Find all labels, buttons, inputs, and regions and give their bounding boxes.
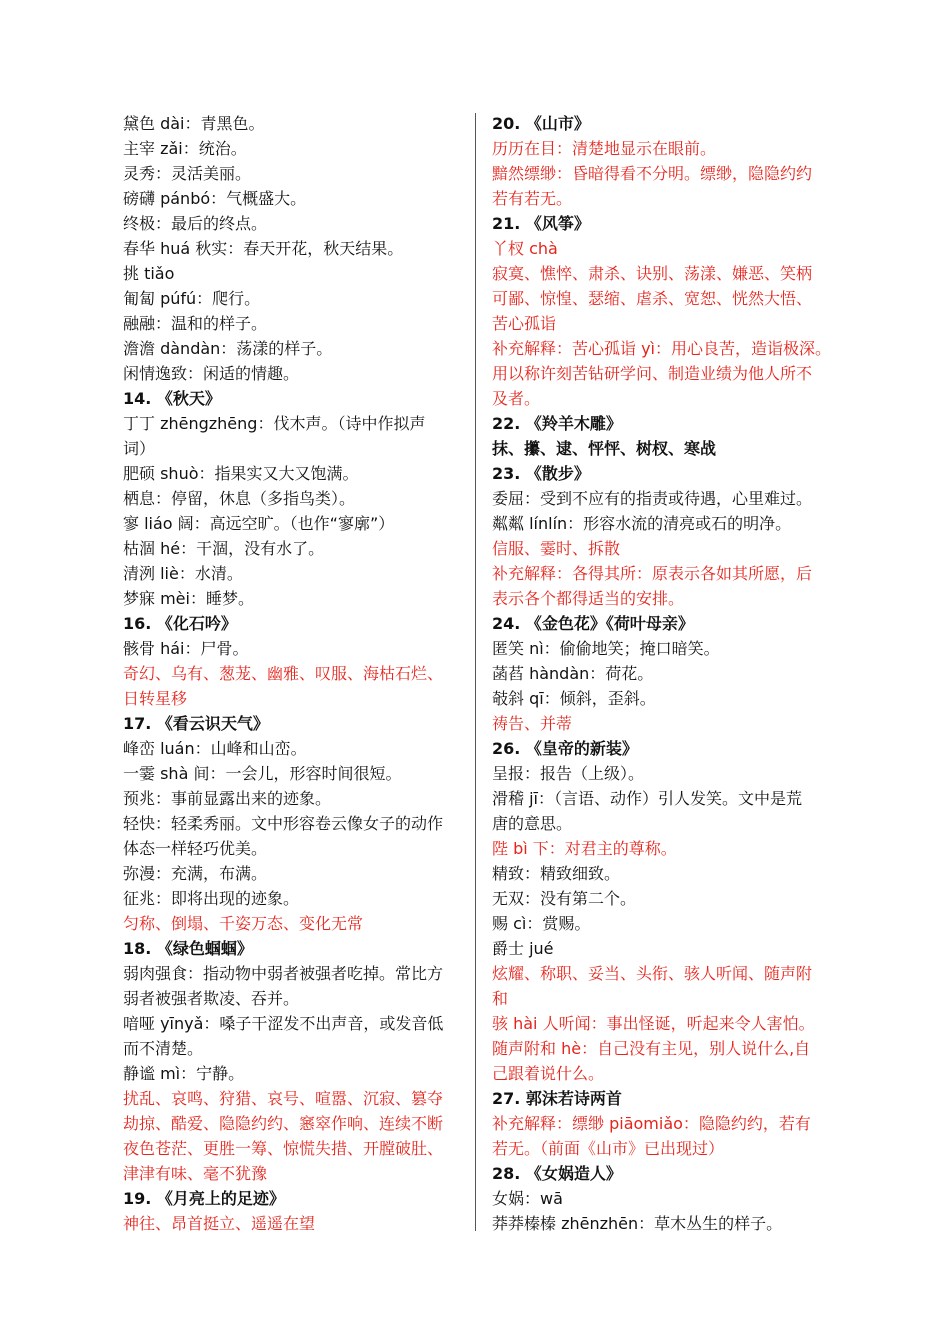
text-line: 匀称、倒塌、千姿万态、变化无常 xyxy=(123,914,364,933)
text-line: 骇 hài 人听闻：事出怪诞，听起来令人害怕。 xyxy=(492,1014,815,1033)
text-line: 夜色苍茫、更胜一筹、惊慌失措、开膛破肚、 xyxy=(123,1139,444,1158)
section-heading: 19. 《月亮上的足迹》 xyxy=(123,1189,285,1208)
text-line: 丫杈 chà xyxy=(492,239,558,258)
text-line: 挑 tiǎo xyxy=(123,264,175,283)
text-line: 炫耀、称职、妥当、头衔、骇人听闻、随声附 xyxy=(492,964,813,983)
text-line: 呈报：报告（上级）。 xyxy=(492,764,645,783)
text-line: 灵秀：灵活美丽。 xyxy=(123,164,252,183)
text-line: 用以称许刻苦钻研学问、制造业绩为他人所不 xyxy=(492,364,813,383)
text-line: 津津有味、毫不犹豫 xyxy=(123,1164,268,1183)
text-line: 赐 cì：赏赐。 xyxy=(492,914,591,933)
text-line: 补充解释：苦心孤诣 yì：用心良苦，造诣极深。 xyxy=(492,339,832,358)
text-line: 精致：精致细致。 xyxy=(492,864,621,883)
section-heading: 14. 《秋天》 xyxy=(123,389,221,408)
section-heading: 17. 《看云识天气》 xyxy=(123,714,269,733)
text-line: 而不清楚。 xyxy=(123,1039,204,1058)
text-line: 历历在目：清楚地显示在眼前。 xyxy=(492,139,717,158)
text-line: 菡萏 hàndàn：荷花。 xyxy=(492,664,654,683)
text-line: 寂寞、憔悴、肃杀、诀别、荡漾、嫌恶、笑柄 xyxy=(492,264,813,283)
text-line: 匍匐 púfú：爬行。 xyxy=(123,289,261,308)
text-line: 弥漫：充满，布满。 xyxy=(123,864,268,883)
text-line: 扰乱、哀鸣、狩猎、哀号、喧嚣、沉寂、篡夺 xyxy=(123,1089,444,1108)
text-line: 清洌 liè：水清。 xyxy=(123,564,243,583)
text-line: 信服、霎时、拆散 xyxy=(492,539,621,558)
text-line: 女娲：wā xyxy=(492,1189,563,1208)
text-line: 补充解释：各得其所：原表示各如其所愿，后 xyxy=(492,564,813,583)
text-line: 弱肉强食：指动物中弱者被强者吃掉。常比方 xyxy=(123,964,444,983)
text-line: 日转星移 xyxy=(123,689,188,708)
text-line: 轻快：轻柔秀丽。文中形容卷云像女子的动作 xyxy=(123,814,444,833)
section-heading: 24. 《金色花》《荷叶母亲》 xyxy=(492,614,694,633)
section-heading: 28. 《女娲造人》 xyxy=(492,1164,622,1183)
section-heading: 21. 《风筝》 xyxy=(492,214,590,233)
text-line: 一霎 shà 间：一会儿，形容时间很短。 xyxy=(123,764,402,783)
text-line: 攲斜 qī：倾斜，歪斜。 xyxy=(492,689,656,708)
text-line: 若无。（前面《山市》已出现过） xyxy=(492,1139,725,1158)
text-line: 表示各个都得适当的安排。 xyxy=(492,589,685,608)
text-line: 体态一样轻巧优美。 xyxy=(123,839,268,858)
text-line: 征兆：即将出现的迹象。 xyxy=(123,889,300,908)
text-line: 春华 huá 秋实：春天开花，秋天结果。 xyxy=(123,239,404,258)
text-line: 词） xyxy=(123,439,156,458)
text-line: 可鄙、惊惶、瑟缩、虐杀、宽恕、恍然大悟、 xyxy=(492,289,813,308)
text-line: 澹澹 dàndàn：荡漾的样子。 xyxy=(123,339,333,358)
text-line: 若有若无。 xyxy=(492,189,573,208)
text-line: 丁丁 zhēngzhēng：伐木声。（诗中作拟声 xyxy=(123,414,426,433)
text-line: 补充解释：缥缈 piāomiǎo：隐隐约约，若有 xyxy=(492,1114,811,1133)
text-line: 委屈：受到不应有的指责或待遇，心里难过。 xyxy=(492,489,813,508)
text-line: 峰峦 luán：山峰和山峦。 xyxy=(123,739,307,758)
section-heading: 16. 《化石吟》 xyxy=(123,614,237,633)
text-line: 莽莽榛榛 zhēnzhēn：草木丛生的样子。 xyxy=(492,1214,783,1233)
text-line: 预兆：事前显露出来的迹象。 xyxy=(123,789,332,808)
text-line: 寥 liáo 阔：高远空旷。（也作“寥廓”） xyxy=(123,514,395,533)
text-line: 黯然缥缈：昏暗得看不分明。缥缈，隐隐约约 xyxy=(492,164,813,183)
text-line: 静谧 mì：宁静。 xyxy=(123,1064,245,1083)
text-line: 匿笑 nì：偷偷地笑；掩口暗笑。 xyxy=(492,639,720,658)
text-line: 融融：温和的样子。 xyxy=(123,314,268,333)
text-line: 磅礴 pánbó：气概盛大。 xyxy=(123,189,307,208)
section-heading: 26. 《皇帝的新装》 xyxy=(492,739,638,758)
text-line: 苦心孤诣 xyxy=(492,314,557,333)
text-line: 闲情逸致：闲适的情趣。 xyxy=(123,364,300,383)
text-line: 陛 bì 下：对君主的尊称。 xyxy=(492,839,677,858)
text-line: 栖息：停留，休息（多指鸟类）。 xyxy=(123,489,356,508)
text-line: 黛色 dài：青黑色。 xyxy=(123,114,265,133)
text-line: 主宰 zǎi：统治。 xyxy=(123,139,247,158)
section-heading: 20. 《山市》 xyxy=(492,114,590,133)
text-line: 枯涸 hé：干涸，没有水了。 xyxy=(123,539,325,558)
text-line: 滑稽 jī：（言语、动作）引人发笑。文中是荒 xyxy=(492,789,802,808)
text-line: 骸骨 hái：尸骨。 xyxy=(123,639,249,658)
text-line: 喑哑 yīnyǎ：嗓子干涩发不出声音，或发音低 xyxy=(123,1014,444,1033)
text-line: 唐的意思。 xyxy=(492,814,573,833)
text-line: 随声附和 hè：自己没有主见，别人说什么,自 xyxy=(492,1039,811,1058)
section-heading: 23. 《散步》 xyxy=(492,464,590,483)
text-line: 奇幻、乌有、葱茏、幽雅、叹服、海枯石烂、 xyxy=(123,664,444,683)
text-line: 爵士 jué xyxy=(492,939,554,958)
section-heading: 18. 《绿色蝈蝈》 xyxy=(123,939,253,958)
text-line: 神往、昂首挺立、遥遥在望 xyxy=(123,1214,316,1233)
text-line: 肥硕 shuò：指果实又大又饱满。 xyxy=(123,464,359,483)
column-divider xyxy=(475,113,476,1231)
left-column xyxy=(123,111,463,1236)
text-line: 终极：最后的终点。 xyxy=(123,214,268,233)
text-line: 梦寐 mèi：睡梦。 xyxy=(123,589,254,608)
text-line: 己跟着说什么。 xyxy=(492,1064,605,1083)
text-line: 弱者被强者欺凌、吞并。 xyxy=(123,989,300,1008)
text-line: 和 xyxy=(492,989,509,1008)
text-line: 及者。 xyxy=(492,389,541,408)
text-line: 劫掠、酷爱、隐隐约约、窸窣作响、连续不断 xyxy=(123,1114,444,1133)
section-heading: 27. 郭沫若诗两首 xyxy=(492,1089,622,1108)
text-line: 无双：没有第二个。 xyxy=(492,889,637,908)
text-line: 粼粼 línlín：形容水流的清亮或石的明净。 xyxy=(492,514,792,533)
text-line: 祷告、并蒂 xyxy=(492,714,573,733)
right-column xyxy=(492,111,838,1236)
section-heading: 22. 《羚羊木雕》 xyxy=(492,414,622,433)
section-heading: 抹、攥、逮、怦怦、树杈、寒战 xyxy=(492,439,717,458)
